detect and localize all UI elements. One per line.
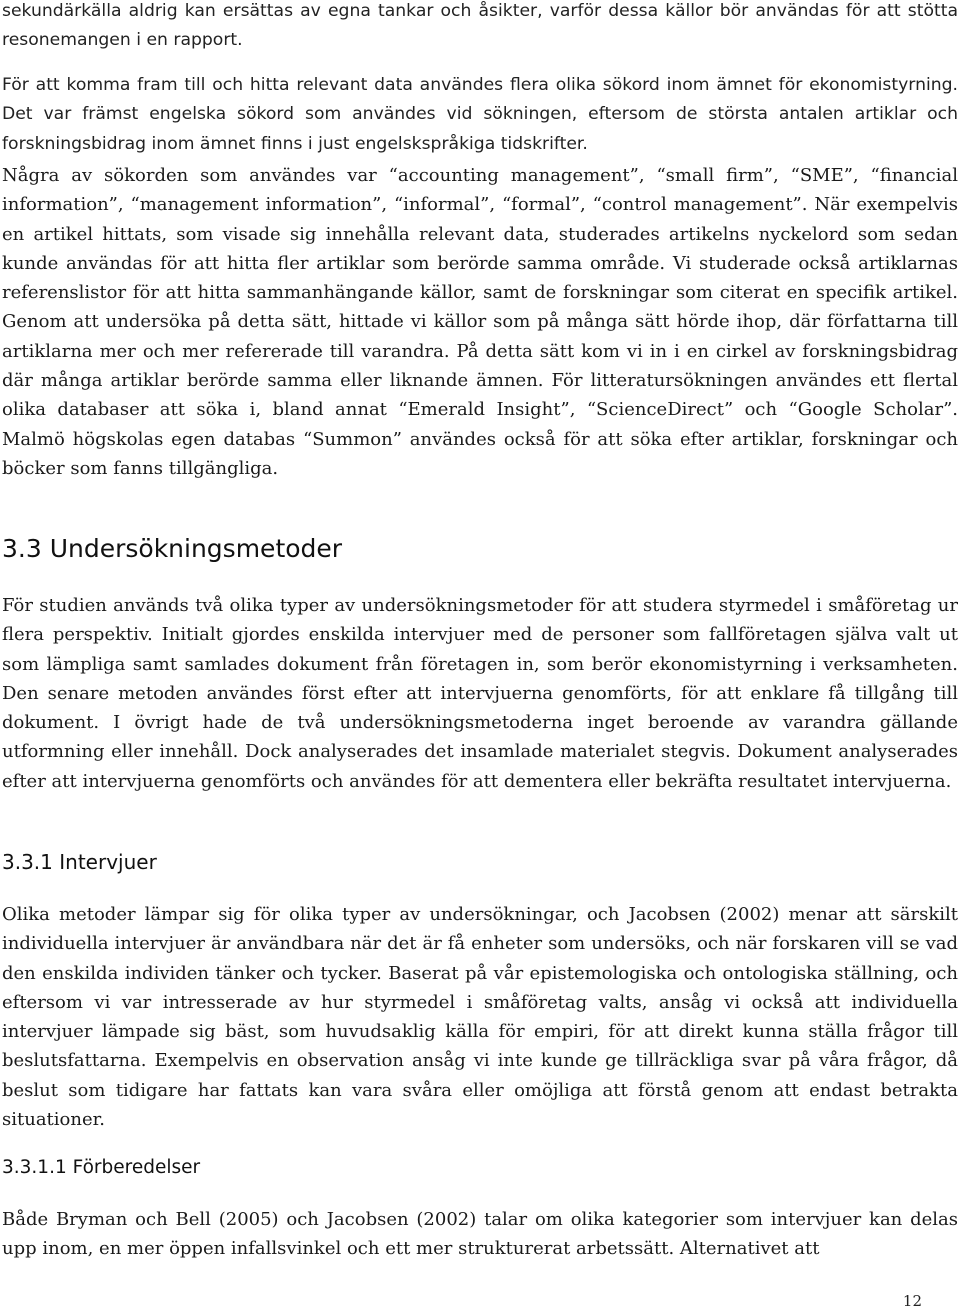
paragraph-search-terms: För att komma fram till och hitta relevant data användes flera olika sökord inom ämnet för ekonomistyrning. Det var främst engelska sökord som användes vid sökningen, eftersom de största antalen artiklar och forskningsbidrag inom ämnet finns i just engelskspråkiga tidskrifter. <box>2 75 958 154</box>
paragraph-preparations: Både Bryman och Bell (2005) och Jacobsen (2002) talar om olika kategorier som intervjuer kan delas upp inom, en mer öppen infallsvinkel och ett mer strukturerat arbetssätt. Alternativet att <box>2 1209 958 1260</box>
paragraph-interviews: Olika metoder lämpar sig för olika typer av undersökningar, och Jacobsen (2002) menar att särskilt individuella intervjuer är användbara när det är få enheter som undersöks, och när forskaren vill se vad den enskilda individen tänker och tycker. Baserat på vår epistemologiska och ontologiska ställning, och eftersom vi var intresserade av hur styrmedel i småföretag valts, ansåg vi också att individuella intervjuer lämpade sig bäst, som huvudsaklig källa för empiri, för att direkt kunna ställa frågor till beslutsfattarna. Exempelvis en observation ansåg vi inte kunde ge tillräckliga svar på våra frågor, då beslut som tidigare har fattats kan vara svåra eller omöjliga att förstå genom att endast betrakta situationer. <box>2 904 958 1131</box>
paragraph-intro-continuation: sekundärkälla aldrig kan ersättas av egna tankar och åsikter, varför dessa källor bör användas för att stötta resonemangen i en rapport. <box>2 1 958 51</box>
subsection-heading-intervjuer: 3.3.1 Intervjuer <box>2 850 157 874</box>
section-heading-undersokningsmetoder: 3.3 Undersökningsmetoder <box>2 534 343 563</box>
subsubsection-heading-forberedelser: 3.3.1.1 Förberedelser <box>2 1157 201 1178</box>
paragraph-methods: För studien används två olika typer av undersökningsmetoder för att studera styrmedel i småföretag ur flera perspektiv. Initialt gjordes enskilda intervjuer med de personer som fallföretagen själva valt ut som lämpliga samt samlades dokument från företagen in, som berör ekonomistyrning i verksamheten. Den senare metoden användes först efter att intervjuerna genomförts, för att enklare få tillgång till dokument. I övrigt hade de två undersökningsmetoderna inget beroende av varandra gällande utformning eller innehåll. Dock analyserades det insamlade materialet stegvis. Dokument analyserades efter att intervjuerna genomförts och användes för att dementera eller bekräfta resultatet intervjuerna. <box>2 595 958 792</box>
paragraph-search-keywords: Några av sökorden som användes var “accounting management”, “small firm”, “SME”, “financial information”, “management information”, “informal”, “formal”, “control management”. När exempelvis en artikel hittats, som visade sig innehålla relevant data, studerades artikelns nyckelord som sedan kunde användas för att hitta fler artiklar som berörde samma område. Vi studerade också artiklarnas referenslistor för att hitta sammanhängande källor, samt de forskningar som citerat en specifik artikel. Genom att undersöka på detta sätt, hittade vi källor som på många sätt hörde ihop, där författarna till artiklarna mer och mer refererade till varandra. På detta sätt kom vi in i en cirkel av forskningsbidrag där många artiklar berörde samma eller liknande ämnen. För litteratursökningen användes ett flertal olika databaser att söka i, bland annat “Emerald Insight”, “ScienceDirect” och “Google Scholar”. Malmö högskolas egen databas “Summon” användes också för att söka efter artiklar, forskningar och böcker som fanns tillgängliga. <box>2 165 958 479</box>
page-number: 12 <box>902 1292 922 1310</box>
